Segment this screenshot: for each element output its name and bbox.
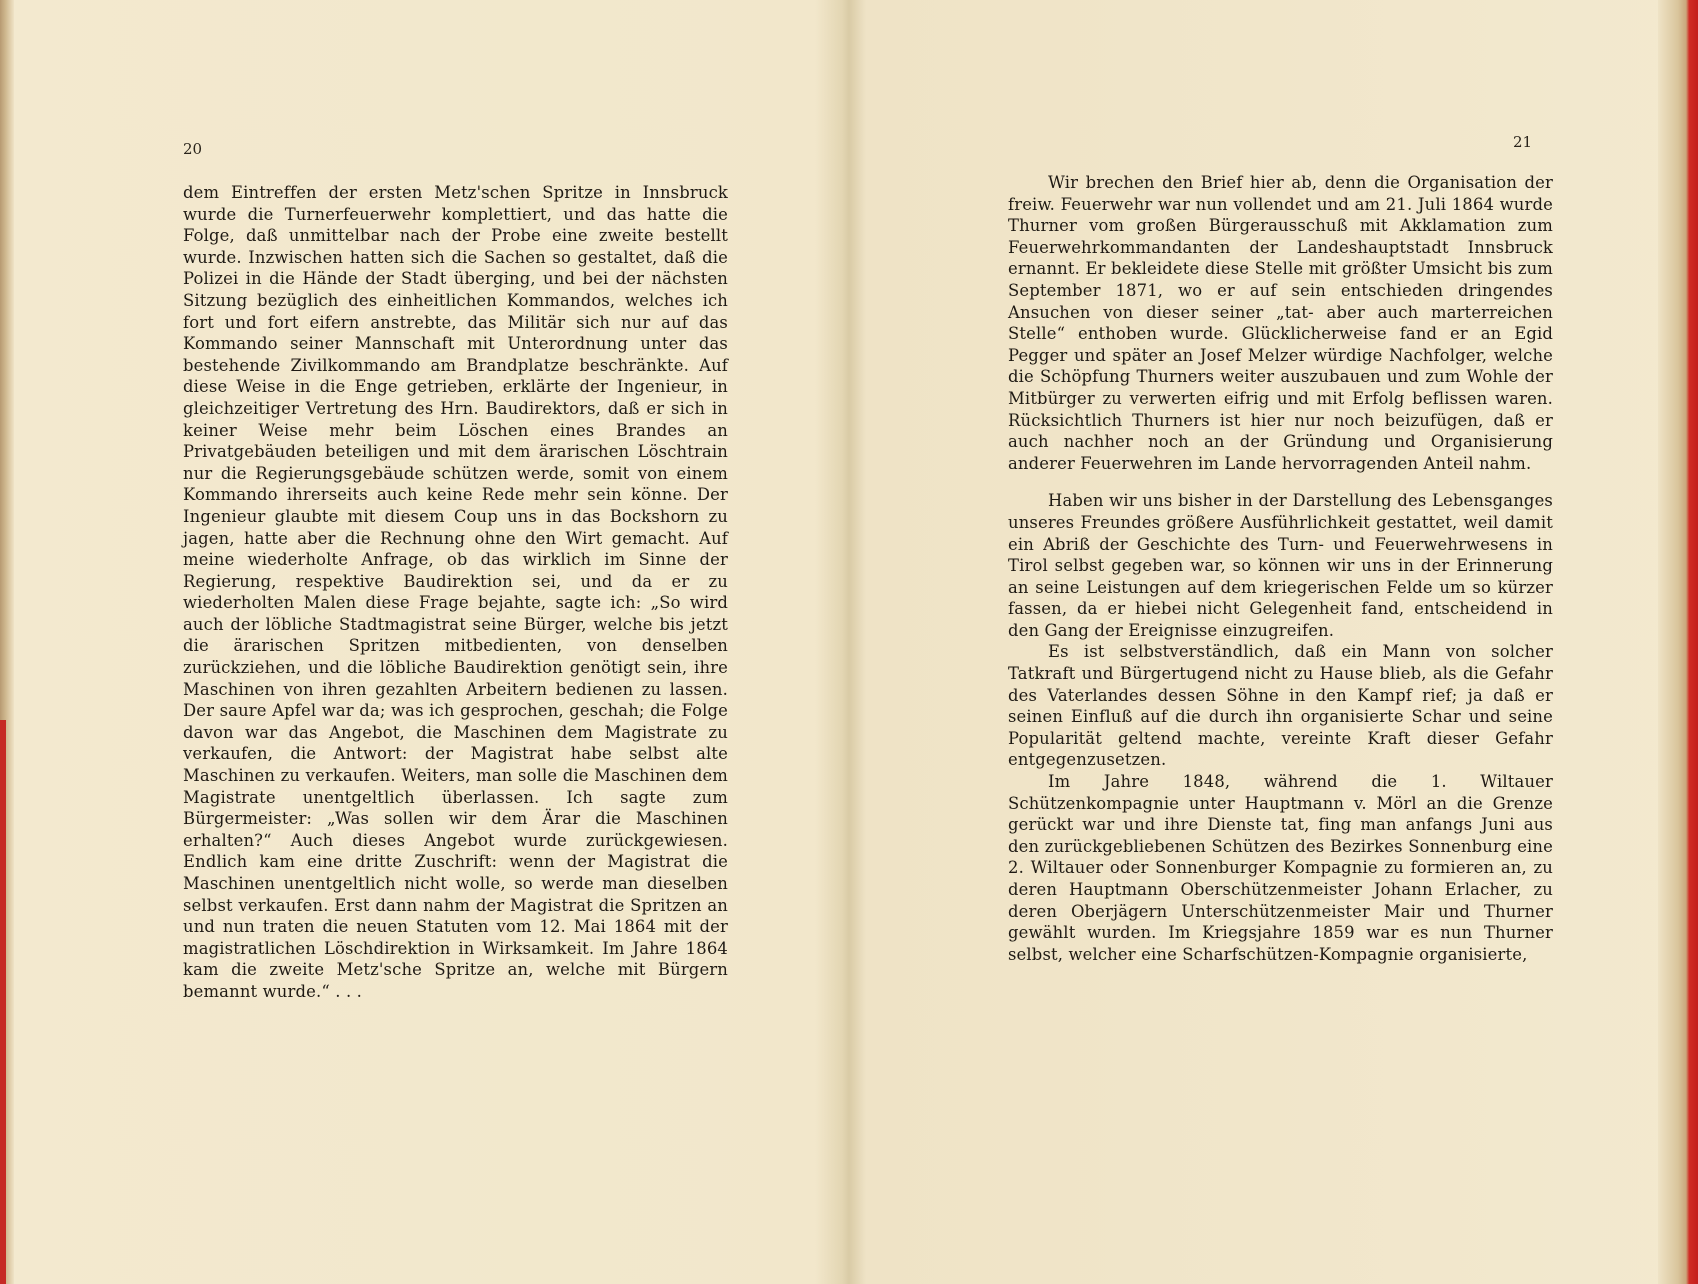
- left-paragraph-1: dem Eintreffen der ersten Metz'schen Spritze in Innsbruck wurde die Turnerfeuerwehr komplettiert, und das hatte die Folge, daß unmittelbar nach der Probe eine zweite bestellt wurde. Inzwischen hatten sich die Sachen so gestaltet, daß die Polizei in die Hände der Stadt überging, und bei der nächsten Sitzung bezüglich des einheitlichen Kommandos, welches ich fort und fort eifern anstrebte, das Militär sich nur auf das Kommando seiner Mannschaft mit Unterordnung unter das bestehende Zivilkommando am Brandplatze beschränkte. Auf diese Weise in die Enge getrieben, erklärte der Ingenieur, in gleichzeitiger Vertretung des Hrn. Baudirektors, daß er sich in keiner Weise mehr beim Löschen eines Brandes an Privatgebäuden beteiligen und mit dem ärarischen Löschtrain nur die Regierungsgebäude schützen werde, somit von einem Kommando ihrerseits auch keine Rede mehr sein könne. Der Ingenieur glaubte mit diesem Coup uns in das Bockshorn zu jagen, hatte aber die Rechnung ohne den Wirt gemacht. Auf meine wiederholte Anfrage, ob das wirklich im Sinne der Regierung, respektive Baudirektion sei, und da er zu wiederholten Malen diese Frage bejahte, sagte ich: „So wird auch der löbliche Stadtmagistrat seine Bürger, welche bis jetzt die ärarischen Spritzen mitbedienten, von denselben zurückziehen, und die löbliche Baudirektion genötigt sein, ihre Maschinen von ihren gezahlten Arbeitern bedienen zu lassen. Der saure Apfel war da; was ich gesprochen, geschah; die Folge davon war das Angebot, die Maschinen dem Magistrate zu verkaufen, die Antwort: der Magistrat habe selbst alte Maschinen zu verkaufen. Weiters, man solle die Maschinen dem Magistrate unentgeltlich überlassen. Ich sagte zum Bürgermeister: „Was sollen wir dem Ärar die Maschinen erhalten?“ Auch dieses Angebot wurde zurückgewiesen. Endlich kam eine dritte Zuschrift: wenn der Magistrat die Maschinen unentgeltlich nicht wolle, so werde man dieselben selbst verkaufen. Erst dann nahm der Magistrat die Spritzen an und nun traten die neuen Statuten vom 12. Mai 1864 mit der magistratlichen Löschdirektion in Wirksamkeit. Im Jahre 1864 kam die zweite Metz'sche Spritze an, welche mit Bürgern bemannt wurde.“ . . .: [183, 183, 728, 1001]
- right-page: [850, 0, 1658, 1284]
- left-cover-strip: [0, 720, 6, 1284]
- page-number-right: 21: [1513, 133, 1533, 151]
- left-page: [14, 0, 848, 1284]
- right-paragraph-1: Wir brechen den Brief hier ab, denn die Organisation der freiw. Feuerwehr war nun vollendet und am 21. Juli 1864 wurde Thurner vom großen Bürgerausschuß mit Akklamation zum Feuerwehrkommandanten der Landeshauptstadt Innsbruck ernannt. Er bekleidete diese Stelle mit größter Umsicht bis zum September 1871, wo er auf sein entschieden dringendes Ansuchen von dieser seiner „tat- aber auch marterreichen Stelle“ enthoben wurde. Glücklicherweise fand er an Egid Pegger und später an Josef Melzer würdige Nachfolger, welche die Schöpfung Thurners weiter auszubauen und zum Wohle der Mitbürger zu verwerten eifrig und mit Erfolg beflissen waren. Rücksichtlich Thurners ist hier nur noch beizufügen, daß er auch nachher noch an der Gründung und Organisierung anderer Feuerwehren im Lande hervorragenden Anteil nahm.: [1008, 173, 1553, 473]
- left-page-text: [183, 182, 728, 1003]
- right-book-edge: [1658, 0, 1698, 1284]
- right-page-text: [1008, 172, 1553, 965]
- right-paragraph-2: Haben wir uns bisher in der Darstellung des Lebensganges unseres Freundes größere Ausführlichkeit gestattet, weil damit ein Abriß der Geschichte des Turn- und Feuerwehrwesens in Tirol selbst gegeben war, so können wir uns in der Erinnerung an seine Leistungen auf dem kriegerischen Felde um so kürzer fassen, da er hiebei nicht Gelegenheit fand, entscheidend in den Gang der Ereignisse einzugreifen.: [1008, 491, 1553, 640]
- page-number-left: 20: [183, 140, 203, 158]
- left-book-edge: [0, 0, 14, 1284]
- right-paragraph-3: Es ist selbstverständlich, daß ein Mann von solcher Tatkraft und Bürgertugend nicht zu Hause blieb, als die Gefahr des Vaterlandes dessen Söhne in den Kampf rief; ja daß er seinen Einfluß auf die durch ihn organisierte Schar und seine Popularität geltend machte, vereinte Kraft dieser Gefahr entgegenzusetzen.: [1008, 642, 1553, 770]
- right-paragraph-4: Im Jahre 1848, während die 1. Wiltauer Schützenkompagnie unter Hauptmann v. Mörl an die Grenze gerückt war und ihre Dienste tat, fing man anfangs Juni aus den zurückgebliebenen Schützen des Bezirkes Sonnenburg eine 2. Wiltauer oder Sonnenburger Kompagnie zu formieren an, zu deren Hauptmann Oberschützenmeister Johann Erlacher, zu deren Oberjägern Unterschützenmeister Mair und Thurner gewählt wurden. Im Kriegsjahre 1859 war es nun Thurner selbst, welcher eine Scharfschützen-Kompagnie organisierte,: [1008, 772, 1553, 964]
